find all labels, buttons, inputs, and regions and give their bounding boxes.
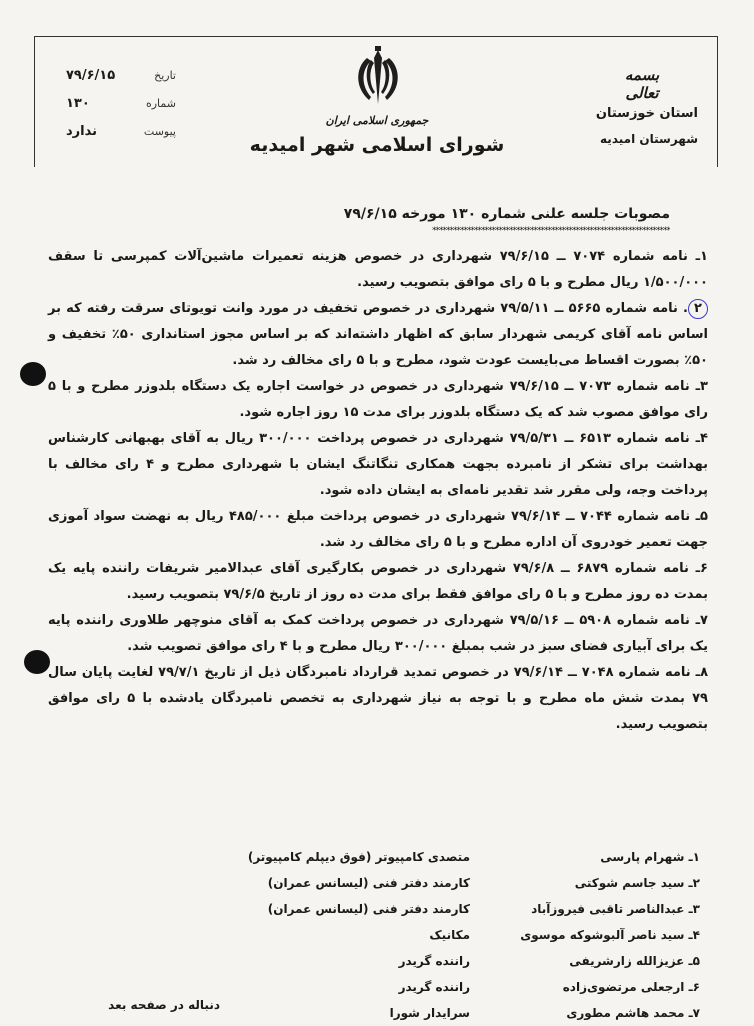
emblem-caption: جمهوری اسلامی ایران (325, 114, 429, 127)
circled-number: ۲ (688, 299, 708, 319)
attachment-value: ندارد (66, 124, 98, 139)
attachment-label: پیوست (143, 125, 176, 138)
staff-job: کارمند دفتر فنی (لیسانس عمران) (267, 902, 470, 916)
minutes-body (48, 244, 708, 738)
number-label: شماره (145, 97, 176, 110)
staff-job: مکانیک (429, 928, 470, 942)
resolution-item: ۳ـ نامه شماره ۷۰۷۳ ــ ۷۹/۶/۱۵ شهرداری در خصوص در خواست اجاره یک دستگاه بلدوزر مطرح و با ۵ رای موافق مصوب شد که یک دستگاه بلدوزر برای مدت ۱۵ روز اجاره شود. (48, 379, 708, 420)
resolution-text: نامه شماره ۵۶۶۵ ــ ۷۹/۵/۱۱ شهرداری در خصوص تخفیف در مورد وانت تویوتای سرقت رفته که بر اساس نامه آقای کریمی شهردار سابق که اظهار داشته‌اند که بر اساس مجوز استانداری ۵۰٪ تخفیف و ۵۰٪ بصورت اقساط می‌بایست عودت شود، مطرح و با ۵ رای مخالف رد شد. (48, 301, 708, 368)
date-value: ۷۹/۶/۱۵ (66, 68, 116, 83)
resolution-item: ۶ـ نامه شماره ۶۸۷۹ ــ ۷۹/۶/۸ شهرداری در خصوص بکارگیری آقای عبدالامیر شریفات راننده پایه یک بمدت ده روز مطرح و با ۵ رای موافق فقط برای مدت ده روز از تاریخ ۷۹/۶/۵ بتصویب رسید. (48, 561, 708, 602)
staff-job: متصدی کامپیوتر (فوق دیپلم کامپیوتر) (247, 850, 470, 864)
province-label: استان خوزستان (595, 106, 698, 121)
resolution-item: ۸ـ نامه شماره ۷۰۴۸ ــ ۷۹/۶/۱۴ در خصوص تمدید قرارداد نامبردگان ذیل از تاریخ ۷۹/۷/۱ لغایت پایان سال ۷۹ بمدت شش ماه مطرح و با توجه به نیاز شهرداری به تخصص نامبردگان یادشده با ۵ رای موافق بتصویب رسید. (48, 665, 708, 732)
staff-name: ۷ـ محمد هاشم مطوری (566, 1006, 700, 1020)
iran-emblem-icon (345, 44, 411, 110)
staff-row (60, 922, 700, 948)
staff-row (60, 948, 700, 974)
basmala: بسمه تعالی (624, 66, 660, 102)
staff-job: راننده گریدر (398, 980, 470, 994)
resolution-item: ۷ـ نامه شماره ۵۹۰۸ ــ ۷۹/۵/۱۶ شهرداری در خصوص پرداخت کمک به آقای منوچهر طلاوری راننده پایه یک برای آبیاری فضای سبز در شب بمبلغ ۳۰۰/۰۰۰ ریال مطرح و با ۴ رای موافق تصویب شد. (48, 613, 708, 654)
number-value: ۱۳۰ (66, 96, 90, 111)
punch-hole (24, 650, 50, 674)
staff-row (60, 974, 700, 1000)
council-title: شورای اسلامی شهر امیدیه (249, 134, 505, 156)
county-label: شهرستان امیدیه (600, 132, 698, 146)
title-underline-stars: ******************************************************************** (432, 226, 670, 232)
date-label: تاریخ (154, 69, 176, 82)
staff-name: ۵ـ عزیزالله زارشریفی (569, 954, 700, 968)
staff-name: ۱ـ شهرام پارسی (600, 850, 700, 864)
staff-name: ۶ـ ارجعلی مرتضوی‌زاده (562, 980, 700, 994)
resolution-item: ۲. نامه شماره ۵۶۶۵ ــ ۷۹/۵/۱۱ شهرداری در خصوص تخفیف در مورد وانت تویوتای سرقت رفته که بر اساس نامه آقای کریمی شهردار سابق که اظهار داشته‌اند که بر اساس مجوز استانداری ۵۰٪ تخفیف و ۵۰٪ بصورت اقساط می‌بایست عودت شود، مطرح و با ۵ رای مخالف رد شد. (48, 301, 708, 368)
staff-row (60, 870, 700, 896)
staff-job: سرایدار شورا (389, 1006, 470, 1020)
staff-name: ۴ـ سید ناصر آلبوشوکه موسوی (520, 928, 700, 942)
staff-name: ۳ـ عبدالناصر تاقبی فیروزآباد (531, 902, 700, 916)
staff-name: ۲ـ سید جاسم شوکتی (574, 876, 700, 890)
resolution-item: ۴ـ نامه شماره ۶۵۱۳ ــ ۷۹/۵/۳۱ شهرداری در خصوص پرداخت ۳۰۰/۰۰۰ ریال به آقای بهبهانی کارشناس بهداشت برای تشکر از نامبرده بجهت همکاری تنگاتنگ ایشان با شهرداری مطرح و ۴ رای مخالف با پرداخت وجه، ولی مقرر شد تقدیر نامه‌ای به ایشان داده شود. (48, 431, 708, 498)
staff-job: کارمند دفتر فنی (لیسانس عمران) (267, 876, 470, 890)
continued-note: دنباله در صفحه بعد (108, 998, 220, 1012)
staff-job: راننده گریدر (398, 954, 470, 968)
resolution-item: ۱ـ نامه شماره ۷۰۷۴ ــ ۷۹/۶/۱۵ شهرداری در خصوص هزینه تعمیرات ماشین‌آلات کمپرسی تا سقف ۱/۵۰۰/۰۰۰ ریال مطرح و با ۵ رای موافق بتصویب رسید. (48, 249, 708, 290)
staff-row (60, 896, 700, 922)
staff-row (60, 844, 700, 870)
resolution-item: ۵ـ نامه شماره ۷۰۴۴ ــ ۷۹/۶/۱۴ شهرداری در خصوص پرداخت مبلغ ۴۸۵/۰۰۰ ریال به نهضت سواد آموزی جهت تعمیر خودروی آن اداره مطرح و با ۵ رای مخالف رد شد. (48, 509, 708, 550)
header-meta (66, 62, 176, 146)
punch-hole (20, 362, 46, 386)
minutes-title: مصوبات جلسه علنی شماره ۱۳۰ مورخه ۷۹/۶/۱۵ (343, 206, 670, 222)
